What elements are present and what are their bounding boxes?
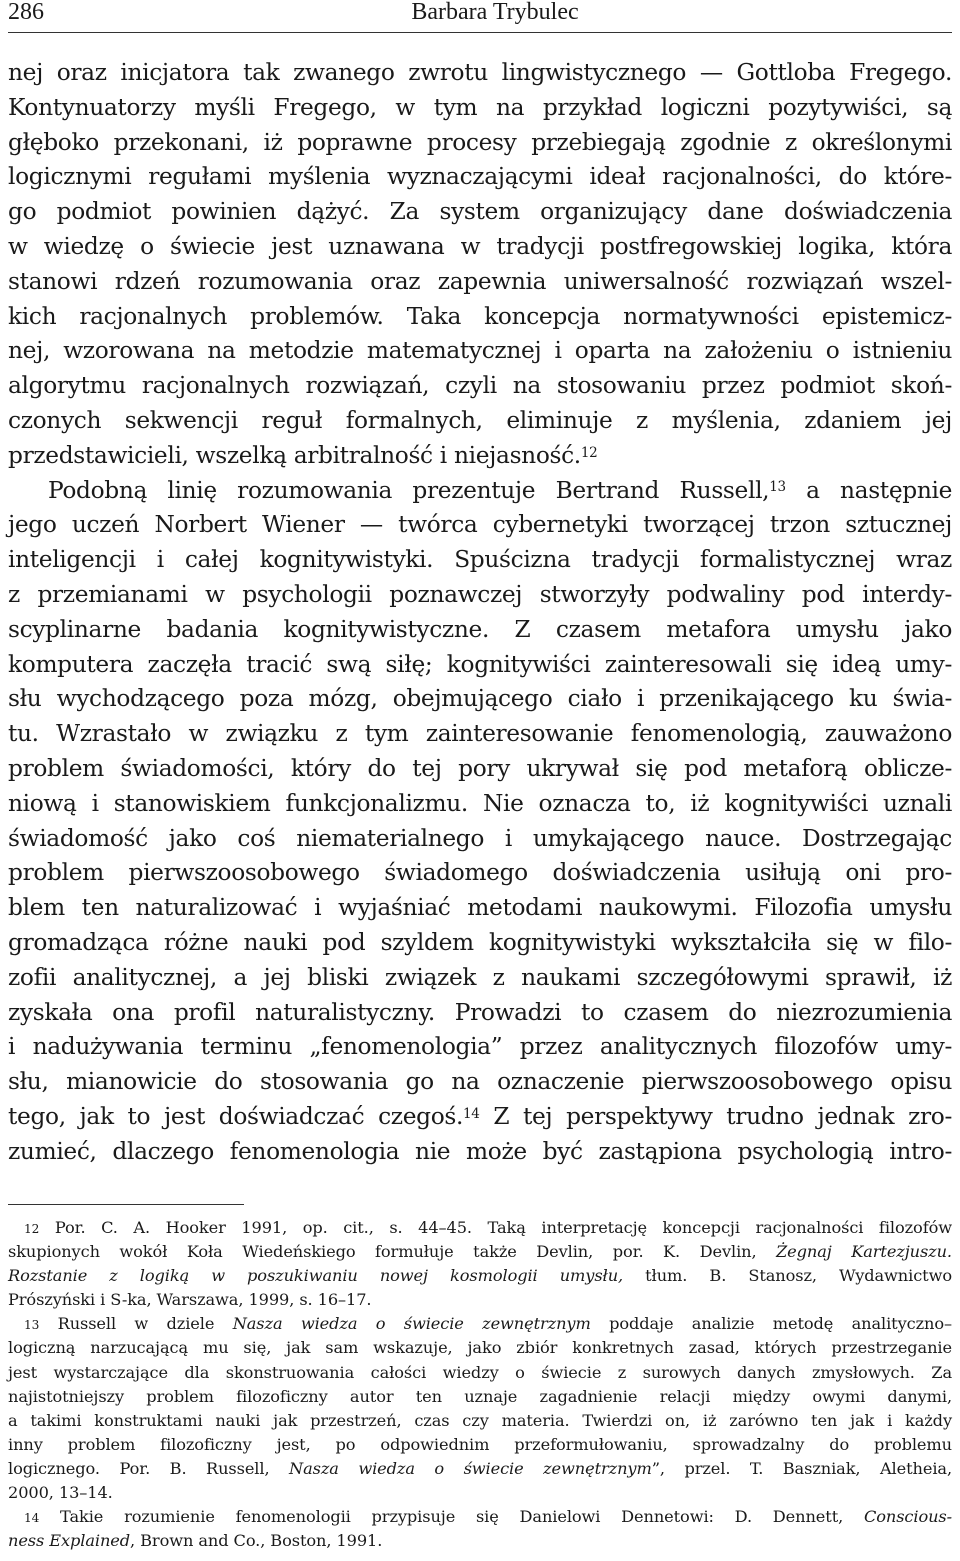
footnote-line bbox=[8, 1409, 952, 1433]
footnote-text: a takimi konstruktami nauki jak przestrzeń, czas czy materia. Twierdzi on, iż zarówno ten jak i każdy bbox=[8, 1410, 952, 1430]
body-line bbox=[8, 195, 952, 230]
body-line-text: problem świadomości, który do tej pory ukrywał się pod metaforą oblicze- bbox=[8, 754, 952, 782]
body-line bbox=[8, 1065, 952, 1100]
footnote-text: ness Explained bbox=[8, 1531, 131, 1551]
body-line bbox=[8, 996, 952, 1031]
body-line-text: w wiedzę o świecie jest uznawana w tradycji postfregowskiej logika, która bbox=[8, 232, 952, 260]
body-line bbox=[8, 300, 952, 335]
body-line-text: zyskała ona profil naturalistyczny. Prowadzi to czasem do niezrozumienia bbox=[8, 998, 952, 1026]
body-line-text: jego uczeń Norbert Wiener — twórca cybernetyki tworzącej trzon sztucznej bbox=[8, 511, 952, 539]
header-rule bbox=[8, 32, 952, 33]
footnote-text: inny problem filozoficzny jest, po odpowiednim przeformułowaniu, sprowadzalny do problemu bbox=[8, 1434, 952, 1454]
footnote-line bbox=[8, 1481, 952, 1505]
body-line-text: algorytmu racjonalnych rozwiązań, czyli na stosowaniu przez podmiot skoń- bbox=[8, 372, 952, 400]
body-line-text: Z tej perspektywy trudno jednak zro- bbox=[479, 1102, 952, 1130]
footnote-reference: 14 bbox=[463, 1105, 480, 1122]
body-line bbox=[8, 474, 952, 509]
body-line-text: inteligencji i całej kognitywistyki. Spuścizna tradycji formalistycznej wraz bbox=[8, 546, 952, 574]
body-line-text: słu, mianowicie do stosowania go na oznaczenie pierwszoosobowego opisu bbox=[8, 1068, 952, 1096]
body-line bbox=[8, 717, 952, 752]
footnote-text: Conscious- bbox=[863, 1507, 952, 1527]
footnote-reference: 13 bbox=[769, 479, 786, 496]
body-line-text: niową i stanowiskiem funkcjonalizmu. Nie oznacza to, iż kognitywiści uznali bbox=[8, 789, 952, 817]
footnote-line bbox=[8, 1288, 952, 1312]
footnote-line bbox=[8, 1336, 952, 1360]
body-line-text: tu. Wzrastało w związku z tym zainteresowanie fenomenologią, zauważono bbox=[8, 720, 952, 748]
body-line-text: logicznymi regułami myślenia wyznaczającymi ideał racjonalności, do które- bbox=[8, 163, 952, 191]
body-line bbox=[8, 682, 952, 717]
body-line-text: komputera zaczęła tracić swą siłę; kognitywiści zainteresowali się ideą umy- bbox=[8, 650, 952, 678]
body-line-text: czonych sekwencji reguł formalnych, eliminuje z myślenia, zdaniem jej bbox=[8, 406, 952, 434]
body-line-text: słu wychodzącego poza mózg, obejmującego ciało i przenikającego ku świa- bbox=[8, 685, 952, 713]
page-number: 286 bbox=[8, 0, 44, 25]
body-line-text: problem pierwszoosobowego świadomego doświadczenia usiłują oni pro- bbox=[8, 859, 952, 887]
footnote-text: Nasza wiedza o świecie zewnętrznym bbox=[232, 1314, 591, 1334]
body-line bbox=[8, 822, 952, 857]
body-line-text: i nadużywania terminu „fenomenologia” przez analitycznych filozofów umy- bbox=[8, 1033, 952, 1061]
footnote-text: jest wystarczające dla skonstruowania całości wiedzy o świecie z surowych danych zmysłowych. Za bbox=[8, 1362, 952, 1382]
body-line bbox=[8, 334, 952, 369]
body-line bbox=[8, 1135, 952, 1170]
footnote-line bbox=[8, 1312, 952, 1336]
body-line bbox=[8, 752, 952, 787]
body-line-text: nej oraz inicjatora tak zwanego zwrotu lingwistycznego — Gottloba Fregego. bbox=[8, 59, 952, 86]
footnote-text: Żegnaj Kartezjuszu. bbox=[776, 1242, 952, 1262]
footnote-line bbox=[8, 1433, 952, 1457]
body-line bbox=[8, 1030, 952, 1065]
footnote-text: Russell w dziele bbox=[39, 1314, 233, 1334]
body-line bbox=[8, 543, 952, 578]
body-line bbox=[8, 91, 952, 126]
body-line-text: zofii analitycznej, a jej bliski związek z naukami szczegółowymi sprawił, iż bbox=[8, 963, 952, 991]
footnote-line bbox=[8, 1505, 952, 1529]
body-line bbox=[8, 648, 952, 683]
body-line bbox=[8, 508, 952, 543]
footnote-number: 12 bbox=[24, 1222, 40, 1236]
footnote-line bbox=[8, 1264, 952, 1288]
footnote-text: tłum. B. Stanosz, Wydawnictwo bbox=[623, 1266, 952, 1286]
body-line bbox=[8, 926, 952, 961]
footnote-text: 2000, 13–14. bbox=[8, 1483, 113, 1503]
footnote-text: najistotniejszy problem filozoficzny autor ten uznaje zagadnienie relacji między owymi danymi, bbox=[8, 1386, 952, 1406]
body-line-text: go podmiot powinien dążyć. Za system organizujący dane doświadczenia bbox=[8, 198, 952, 226]
footnote-separator bbox=[8, 1204, 244, 1205]
body-line bbox=[8, 369, 952, 404]
footnote-text: poddaje analizie metodę analityczno– bbox=[590, 1314, 952, 1334]
body-line-text: świadomość jako coś niematerialnego i umykającego nauce. Dostrzegając bbox=[8, 824, 952, 852]
body-line bbox=[8, 126, 952, 161]
body-line bbox=[8, 56, 952, 91]
body-line bbox=[8, 230, 952, 265]
footnote-text: Rozstanie z logiką w poszukiwaniu nowej kosmologii umysłu, bbox=[8, 1266, 624, 1286]
page-header bbox=[8, 0, 952, 32]
body-line-text: z przemianami w psychologii poznawczej stworzyły podwaliny pod interdy- bbox=[8, 580, 952, 608]
body-line-text: nej, wzorowana na metodzie matematycznej i oparta na założeniu o istnieniu bbox=[8, 337, 952, 365]
footnote-line bbox=[8, 1457, 952, 1481]
body-line bbox=[8, 891, 952, 926]
footnote-reference: 12 bbox=[580, 444, 598, 461]
body-line bbox=[8, 265, 952, 300]
footnote-line bbox=[8, 1529, 952, 1553]
body-line-text: Kontynuatorzy myśli Fregego, w tym na przykład logiczni pozytywiści, są bbox=[8, 93, 952, 121]
body-text bbox=[8, 56, 952, 1170]
body-line bbox=[8, 961, 952, 996]
body-line bbox=[8, 787, 952, 822]
footnote-number: 13 bbox=[24, 1318, 40, 1333]
body-line bbox=[8, 856, 952, 891]
body-line-text: scyplinarne badania kognitywistyczne. Z czasem metafora umysłu jako bbox=[8, 615, 952, 643]
footnotes bbox=[8, 1216, 952, 1553]
body-line bbox=[8, 160, 952, 195]
footnote-text: logicznego. Por. B. Russell, bbox=[8, 1458, 290, 1478]
body-line-text: tego, jak to jest doświadczać czegoś. bbox=[8, 1102, 464, 1130]
footnote-text: ”, przel. T. Baszniak, Aletheia, bbox=[651, 1458, 952, 1478]
running-head: Barbara Trybulec bbox=[411, 0, 579, 25]
footnote-text: Prószyński i S-ka, Warszawa, 1999, s. 16–17. bbox=[8, 1290, 372, 1310]
footnote-text: skupionych wokół Koła Wiedeńskiego formułuje także Devlin, por. K. Devlin, bbox=[8, 1242, 777, 1262]
footnote-text: Nasza wiedza o świecie zewnętrznym bbox=[289, 1458, 652, 1478]
footnote-number: 14 bbox=[24, 1511, 40, 1526]
footnote-text: , Brown and Co., Boston, 1991. bbox=[130, 1531, 383, 1551]
body-line-text: kich racjonalnych problemów. Taka koncepcja normatywności epistemicz- bbox=[8, 302, 952, 330]
footnote-text: Por. C. A. Hooker 1991, op. cit., s. 44–45. Taką interpretację koncepcji racjonalności filozofów bbox=[39, 1218, 952, 1237]
body-line bbox=[8, 613, 952, 648]
body-line bbox=[8, 404, 952, 439]
body-line-text: Podobną linię rozumowania prezentuje Bertrand Russell, bbox=[48, 476, 770, 504]
body-line-text: stanowi rdzeń rozumowania oraz zapewnia uniwersalność rozwiązań wszel- bbox=[8, 267, 952, 295]
footnote-line bbox=[8, 1240, 952, 1264]
body-line bbox=[8, 439, 952, 474]
body-line-text: zumieć, dlaczego fenomenologia nie może być zastąpiona psychologią intro- bbox=[8, 1137, 952, 1165]
body-line-text: przedstawicieli, wszelką arbitralność i niejasność. bbox=[8, 441, 581, 469]
body-line-text: głęboko przekonani, iż poprawne procesy przebiegają zgodnie z określonymi bbox=[8, 128, 952, 156]
footnote-line bbox=[8, 1361, 952, 1385]
body-line bbox=[8, 578, 952, 613]
body-line-text: a następnie bbox=[785, 476, 953, 504]
body-line-text: blem ten naturalizować i wyjaśniać metodami naukowymi. Filozofia umysłu bbox=[8, 894, 952, 922]
footnote-line bbox=[8, 1385, 952, 1409]
body-line bbox=[8, 1100, 952, 1135]
footnote-text: logiczną narzucającą mu się, jak sam wskazuje, jako zbiór konkretnych zasad, których przestrzeganie bbox=[8, 1338, 952, 1358]
footnote-text: Takie rozumienie fenomenologii przypisuje się Danielowi Dennetowi: D. Dennett, bbox=[39, 1507, 864, 1527]
footnote-line bbox=[8, 1216, 952, 1240]
body-line-text: gromadząca różne nauki pod szyldem kognitywistyki wykształciła się w filo- bbox=[8, 928, 952, 956]
